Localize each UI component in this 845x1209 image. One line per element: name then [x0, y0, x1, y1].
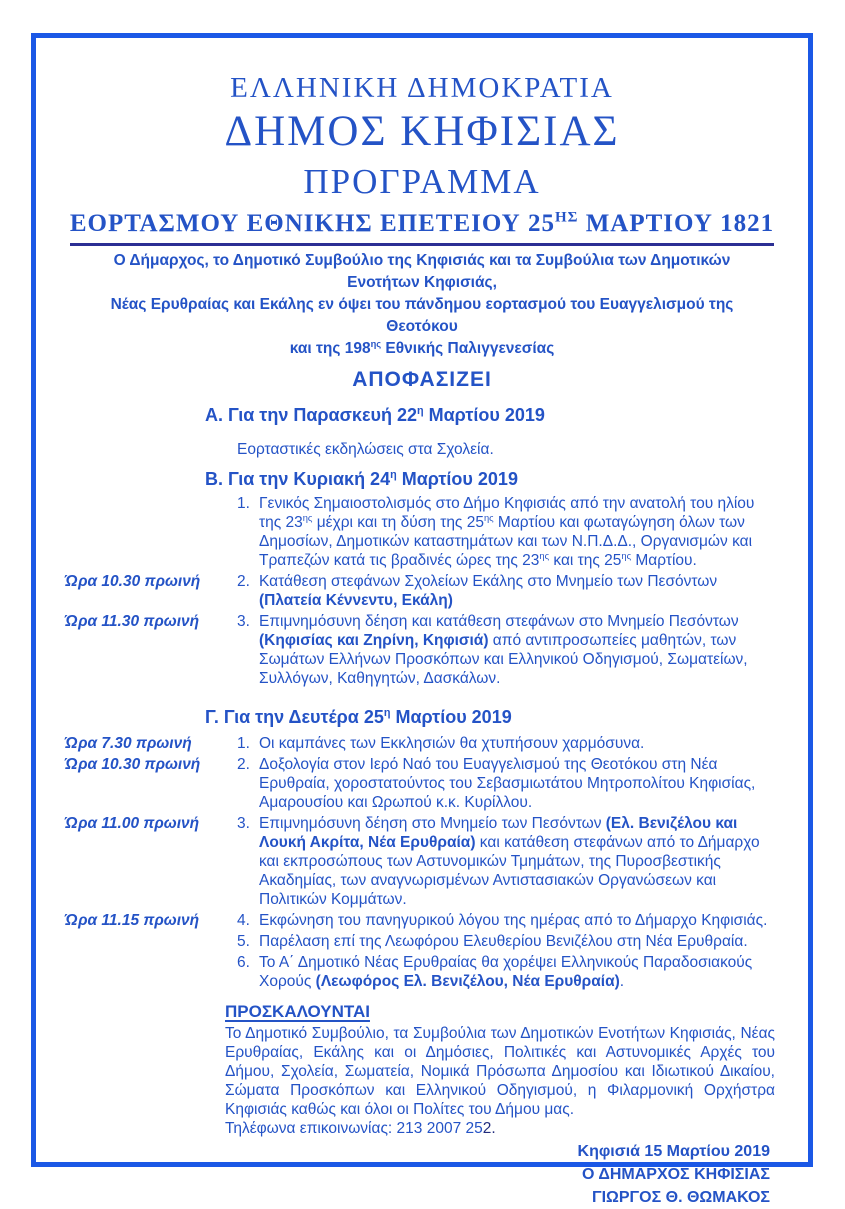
program-item-row: [36, 494, 808, 570]
contact-phone-line: [225, 1119, 808, 1138]
item-text: Οι καμπάνες των Εκκλησιών θα χτυπήσουν χαρμόσυνα.: [259, 735, 645, 752]
header-anniversary-line-wrap: [36, 208, 808, 246]
item-text: Εκφώνηση του πανηγυρικού λόγου της ημέρας από το Δήμαρχο Κηφισιάς.: [259, 912, 768, 929]
contact-phone-number-last: 2.: [482, 1120, 496, 1137]
item-text: Επιμνημόσυνη δέηση και κατάθεση στεφάνων στο Μνημείο Πεσόντων (Κηφισίας και Ζηρίνη, Κηφισιά) από αντιπροσωπείες μαθητών, των Σωμάτων Ελλήνων Προσκόπων και Ελληνικού Οδηγισμού, Σωματείων, Συλλόγων, Καθηγητών, Δασκάλων.: [259, 613, 748, 687]
signature-title: Ο ΔΗΜΑΡΧΟΣ ΚΗΦΙΣΙΑΣ: [582, 1166, 770, 1183]
program-item-row: [36, 612, 808, 688]
program-item-row: [36, 755, 808, 812]
item-text: Κατάθεση στεφάνων Σχολείων Εκάλης στο Μνημείο των Πεσόντων (Πλατεία Κέννεντυ, Εκάλη): [259, 573, 718, 609]
item-time-label: Ώρα 11.15 πρωινή: [65, 912, 200, 929]
item-text: Δοξολογία στον Ιερό Ναό του Ευαγγελισμού της Θεοτόκου στη Νέα Ερυθραία, χοροστατούντος του Σεβασμιωτάτου Μητροπολίτου Κηφισίας, Αμαρουσίου και Ωρωπού κ.κ. Κυρίλλου.: [259, 756, 756, 811]
program-item-row: [36, 911, 808, 930]
item-time-label: Ώρα 7.30 πρωινή: [65, 735, 192, 752]
header-anniversary-title: ΕΟΡΤΑΣΜΟΥ ΕΘΝΙΚΗΣ ΕΠΕΤΕΙΟΥ $25^{H\Sigma}$ ΜΑΡΤΙΟΥ 1821: [70, 208, 774, 246]
item-text: Επιμνημόσυνη δέηση στο Μνημείο των Πεσόντων (Ελ. Βενιζέλου και Λουκή Ακρίτα, Νέα Ερυθραία) και κατάθεση στεφάνων από το Δήμαρχο και εκπροσώπους των Αστυνομικών Τμημάτων, της Πυροσβεστικής Ακαδημίας, των αναγνωρισμένων Αντιστασιακών Οργανώσεων και Πολιτικών Κομμάτων.: [259, 815, 760, 908]
item-time-label: Ώρα 11.00 πρωινή: [65, 815, 200, 832]
header-republic-title: ΕΛΛΗΝΙΚΗ ΔΗΜΟΚΡΑΤΙΑ: [230, 72, 614, 104]
intro-paragraph: [36, 250, 808, 360]
item-time-label: [65, 494, 237, 570]
item-number: 1.: [237, 735, 250, 752]
item-text: Παρέλαση επί της Λεωφόρου Ελευθερίου Βενιζέλου στη Νέα Ερυθραία.: [259, 933, 748, 950]
section-c-list: [36, 734, 808, 991]
page-border-frame: [31, 33, 813, 1206]
item-number: 2.: [237, 573, 250, 590]
section-c-heading: Γ. Για την Δευτέρα $25^\eta$ Μαρτίου 2019: [205, 707, 512, 727]
invitation-heading: ΠΡΟΣΚΑΛΟΥΝΤΑΙ: [225, 1002, 370, 1021]
header-program-title: ΠΡΟΓΡΑΜΜΑ: [303, 162, 541, 201]
signature-block: [36, 1140, 808, 1209]
document-content: [36, 38, 808, 1209]
item-text: Γενικός Σημαιοστολισμός στο Δήμο Κηφισιάς από την ανατολή του ηλίου της $23^{\eta\varsigma}$ μέχρι και τη δύση της $25^{\eta\varsigma}$ Μαρτίου και φωταγώγηση όλων των Δημοσίων, Δημοτικών καταστημάτων και των Ν.Π.Δ.Δ., Οργανισμών και Τραπεζών κατά τις βραδινές ώρες της $23^{\eta\varsigma}$ και της $25^{\eta\varsigma}$ Μαρτίου.: [259, 495, 755, 569]
item-time-label: [65, 932, 237, 951]
signature-name: ΓΙΩΡΓΟΣ Θ. ΘΩΜΑΚΟΣ: [591, 1189, 770, 1206]
contact-phone-label: Τηλέφωνα επικοινωνίας:: [225, 1120, 397, 1137]
section-a-note: Εορταστικές εκδηλώσεις στα Σχολεία.: [237, 441, 494, 458]
item-time-label: Ώρα 10.30 πρωινή: [65, 573, 201, 590]
item-time-label: Ώρα 11.30 πρωινή: [65, 613, 200, 630]
program-item-row: [36, 572, 808, 610]
item-time-label: [65, 953, 237, 991]
item-number: 4.: [237, 912, 250, 929]
section-b-list: [36, 494, 808, 688]
item-time-label: Ώρα 10.30 πρωινή: [65, 756, 201, 773]
item-number: 3.: [237, 815, 250, 832]
program-item-row: [36, 734, 808, 753]
item-number: 2.: [237, 756, 250, 773]
program-item-row: [36, 814, 808, 909]
decides-heading: ΑΠΟΦΑΣΙΖΕΙ: [352, 368, 492, 391]
invitation-body: Το Δημοτικό Συμβούλιο, τα Συμβούλια των Δημοτικών Ενοτήτων Κηφισιάς, Νέας Ερυθραίας, Εκάλης και οι Δημόσιες, Πολιτικές και Αστυνομικές Αρχές του Δήμου, Σχολεία, Σωματεία, Νομικά Πρόσωπα Δημοσίου και Ιδιωτικού Δικαίου, Σώματα Προσκόπων και Ελληνικού Οδηγισμού, η Φιλαρμονική Ορχήστρα Κηφισιάς καθώς και όλοι οι Πολίτες του Δήμου μας.: [225, 1025, 775, 1118]
item-number: 3.: [237, 613, 250, 630]
header-municipality-title: ΔΗΜΟΣ ΚΗΦΙΣΙΑΣ: [224, 108, 620, 155]
intro-line: Ο Δήμαρχος, το Δημοτικό Συμβούλιο της Κηφισιάς και τα Συμβούλια των Δημοτικών Ενοτήτων Κηφισιάς,: [113, 252, 731, 291]
signature-date: Κηφισιά 15 Μαρτίου 2019: [577, 1143, 770, 1160]
program-item-row: [36, 953, 808, 991]
item-text: Το Α΄ Δημοτικό Νέας Ερυθραίας θα χορέψει Ελληνικούς Παραδοσιακούς Χορούς (Λεωφόρος Ελ. Βενιζέλου, Νέα Ερυθραία).: [259, 954, 753, 990]
intro-line: Νέας Ερυθραίας και Εκάλης εν όψει του πάνδημου εορτασμού του Ευαγγελισμού της Θεοτόκου: [110, 296, 734, 335]
program-item-row: [36, 932, 808, 951]
contact-phone-number: 213 2007 25: [396, 1120, 483, 1137]
intro-line: και της $198^{\eta\varsigma}$ Εθνικής Παλιγγενεσίας: [289, 338, 555, 357]
section-b-heading: Β. Για την Κυριακή $24^\eta$ Μαρτίου 2019: [205, 469, 518, 489]
item-number: 5.: [237, 933, 250, 950]
section-a-heading: Α. Για την Παρασκευή $22^\eta$ Μαρτίου 2019: [205, 405, 545, 425]
item-number: 6.: [237, 954, 250, 971]
item-number: 1.: [237, 495, 250, 512]
